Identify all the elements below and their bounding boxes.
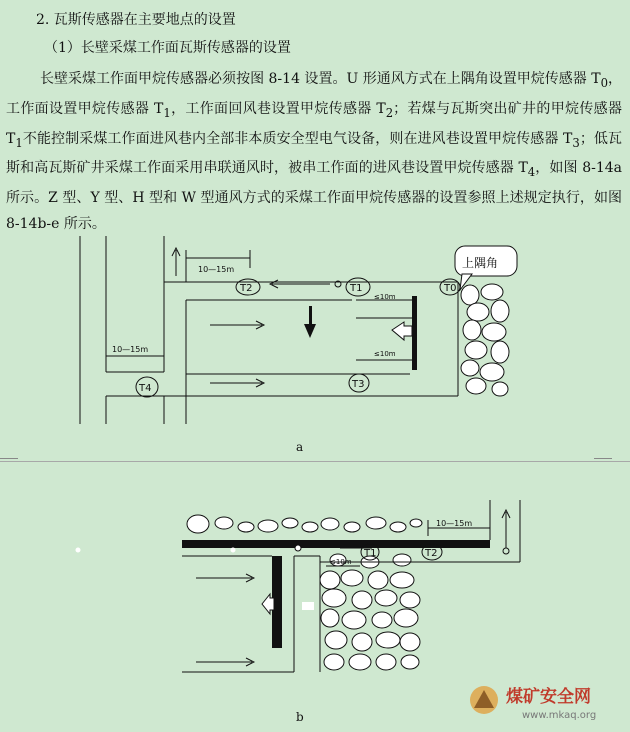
para-sub: 4 [527,165,536,180]
subsection-heading: （1）长壁采煤工作面瓦斯传感器的设置 [44,40,291,56]
para-sub: 0 [600,75,608,90]
para-sub: 2 [385,105,394,120]
sensor-dot [295,545,301,551]
section-heading: 2. 瓦斯传感器在主要地点的设置 [36,12,236,28]
top-roadway-wall [182,540,490,548]
upper-corner-callout [455,246,517,290]
hollow-arrow [392,322,412,340]
para-text: 不能控制采煤工作面进风巷内全部非本质安全型电气设备，则在进风巷设置甲烷传感器 T [22,130,573,147]
sensor-t1-label: T1 [364,548,377,559]
page-break-mark [0,458,18,466]
para-sub: 1 [163,105,171,120]
para-text: ；若煤与瓦斯突出矿井的甲烷传感器 T [6,100,622,147]
para-text: ，工作面设置甲烷传感器 T [6,71,623,117]
sensor-t3-label: T3 [352,379,365,390]
gob-rocks [461,284,509,396]
watermark-url: www.mkaq.org [522,710,597,721]
dim-right-label: 10—15m [436,519,473,528]
para-text: ；低瓦斯和高瓦斯矿井采煤工作面采用串联通风时，被串工作面的进风巷设置甲烷传感器 T [6,130,623,177]
figure-b-caption: b [296,710,304,724]
sensor-dot [503,548,509,554]
sensor-t1-label: T1 [350,283,363,294]
figure-a-diagram [0,230,630,430]
gob-rocks-top [187,515,422,533]
sensor-t2-label: T2 [425,548,438,559]
dim-face-top-label: ≤10m [374,293,396,301]
page-separator [0,461,630,462]
para-text: ，工作面回风巷设置甲烷传感器 T [170,100,386,117]
para-sub: 1 [15,135,23,150]
working-face [412,296,417,370]
page-break-mark [594,458,612,466]
dim-left-label: 10—15m [112,345,149,354]
para-text: 长壁采煤工作面甲烷传感器必须按图 8-14 设置。U 形通风方式在上隅角设置甲烷传感器 T [40,71,601,87]
dim-top-label: 10—15m [198,265,235,274]
dim-face-bottom-label: ≤10m [374,350,396,358]
para-sub: 3 [572,135,580,150]
sensor-t2-label: T2 [240,283,253,294]
sensor-t4-label: T4 [139,383,152,394]
para-text: ，如图 8-14a 所示。Z 型、Y 型、H 型和 W 型通风方式的采煤工作面甲烷传感器的设置参照上述规定执行，如图 8-14b-e 所示。 [6,160,622,233]
decor-dot [231,548,236,553]
callout-label: 上隅角 [462,256,499,270]
white-mark [302,602,314,610]
body-paragraph [6,66,622,237]
figure-b-diagram [0,500,630,690]
dim-face-label: ≤10m [330,558,352,566]
decor-dot [76,548,81,553]
watermark-title: 煤矿安全网 [506,687,591,707]
figure-a-caption: a [296,440,304,454]
gob-rocks-body [320,554,420,670]
watermark-logo-icon [470,686,498,714]
sensor-t0-label: T0 [444,283,457,294]
face-advance-arrow [304,306,316,338]
site-watermark [466,680,626,724]
